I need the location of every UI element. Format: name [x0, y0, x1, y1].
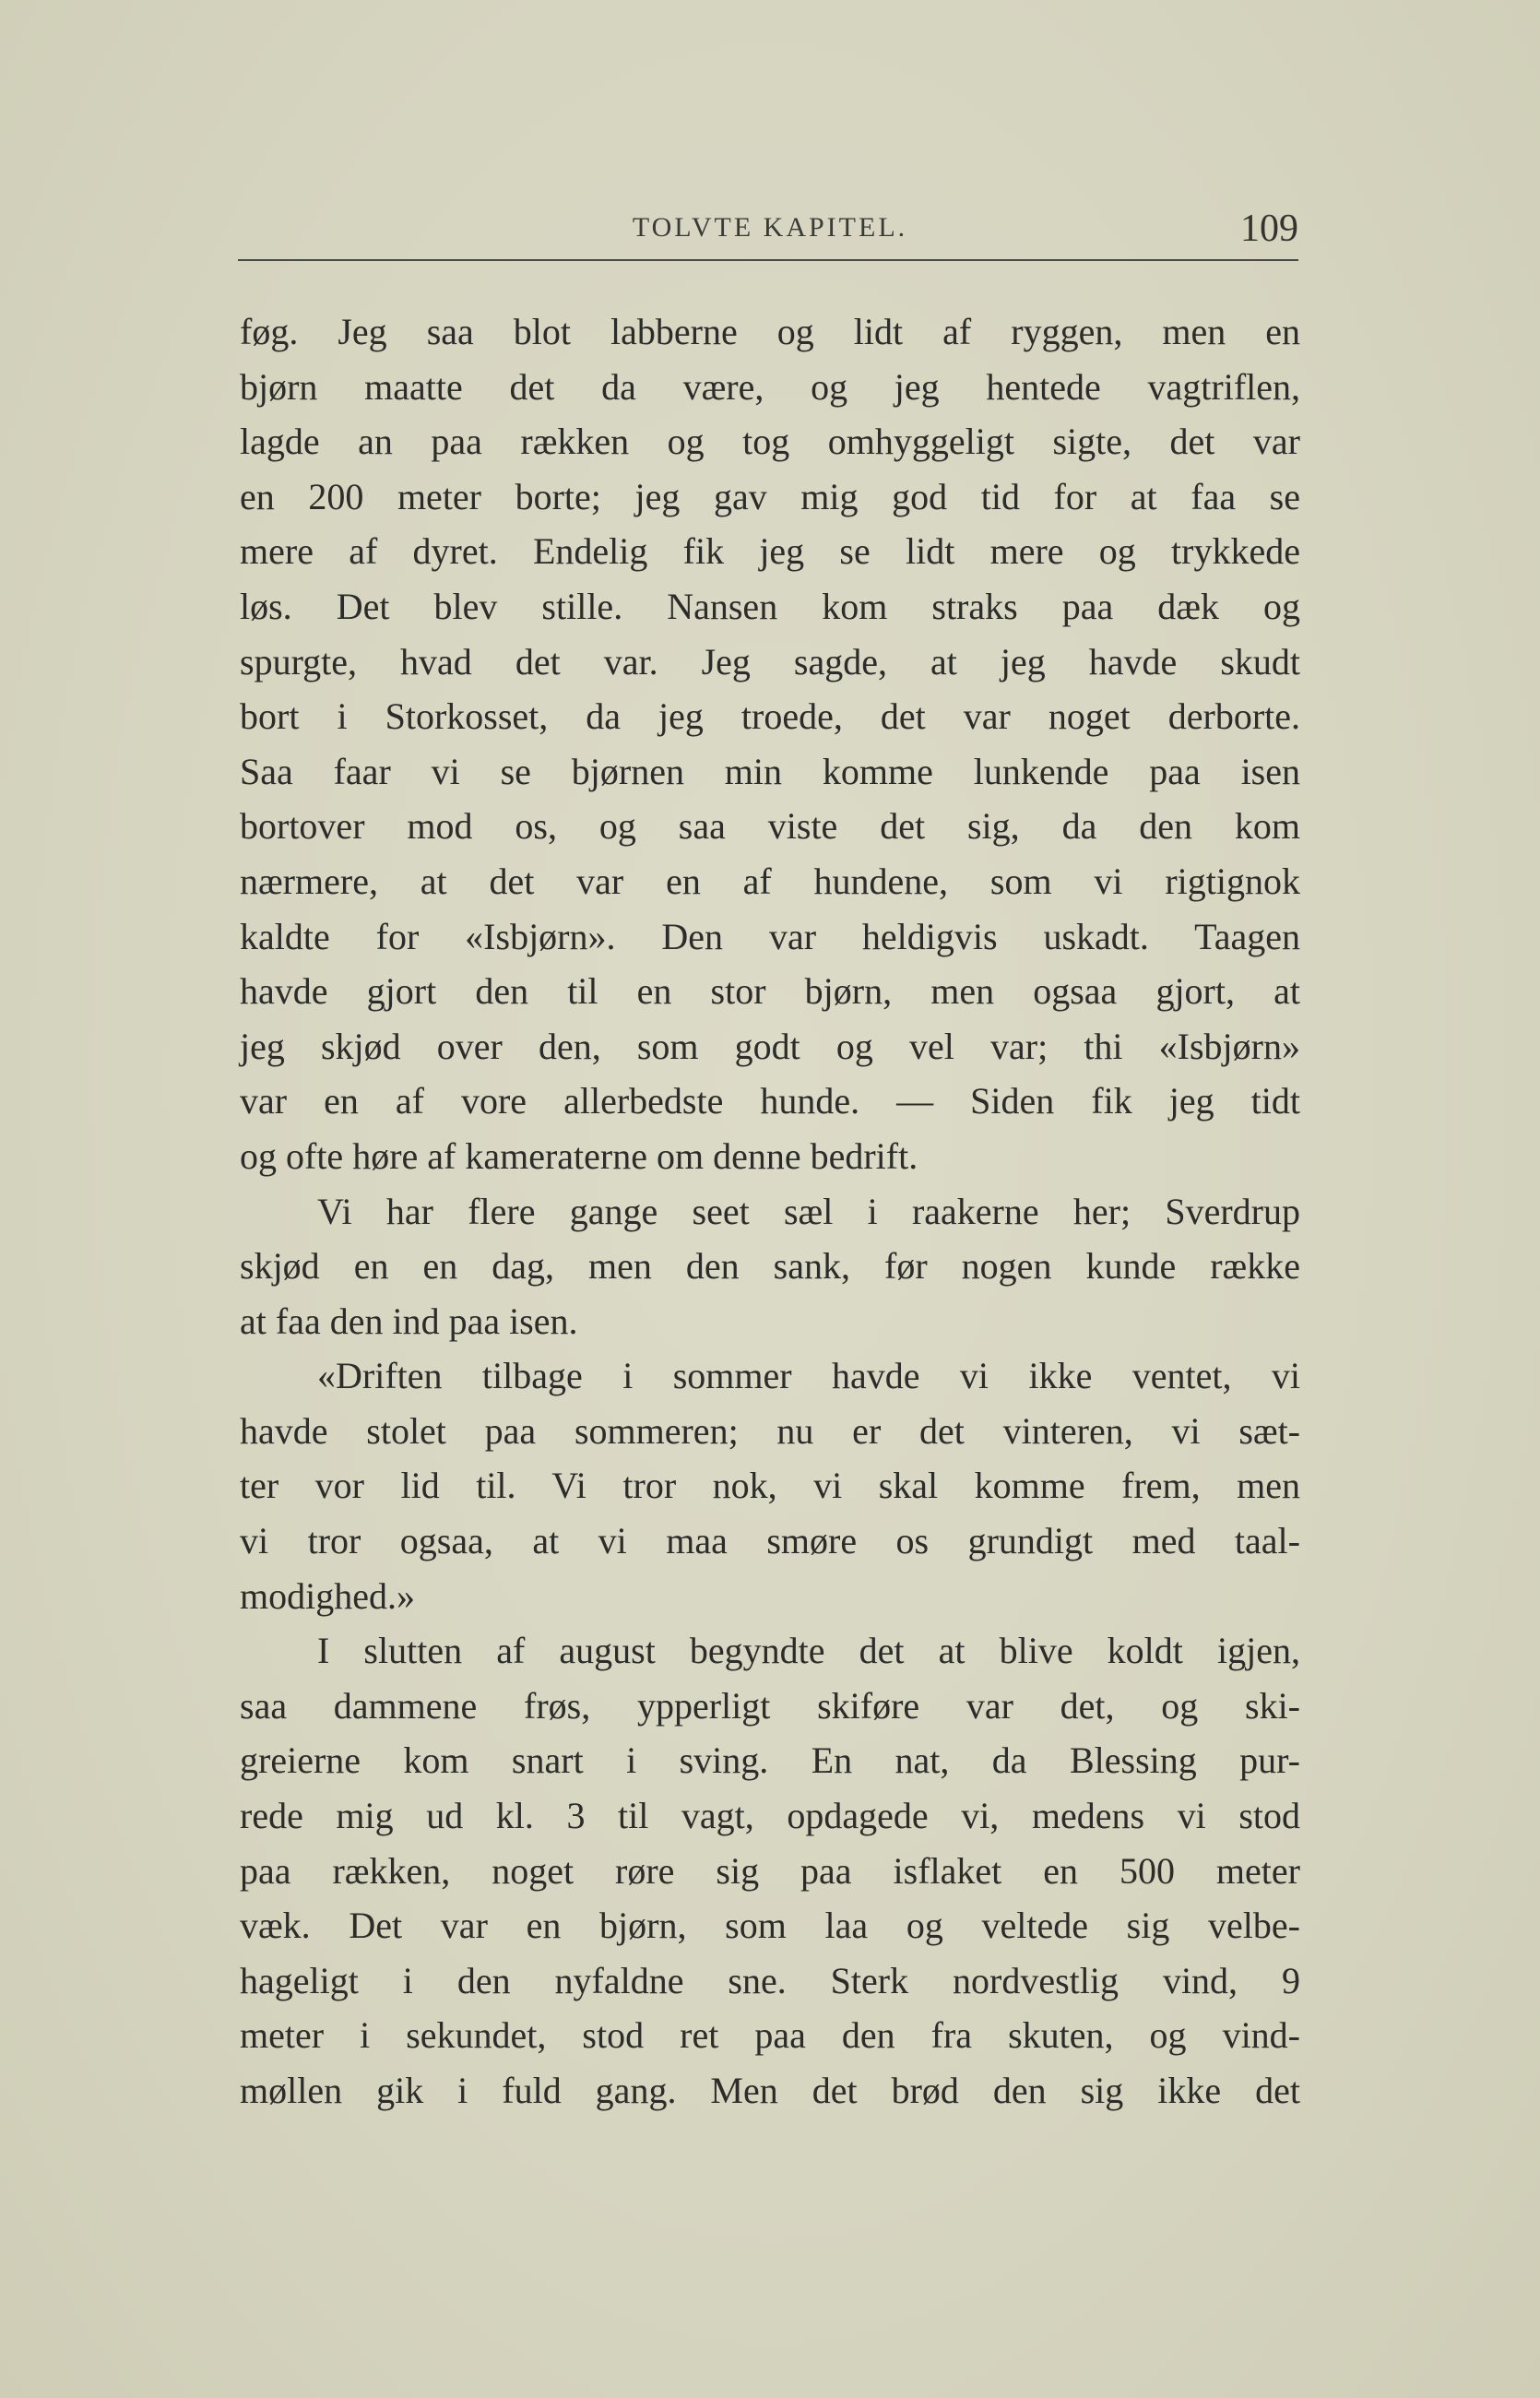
text-line: skjød en en dag, men den sank, før nogen kunde række: [240, 1245, 1300, 1288]
text-line: var en af vore allerbedste hunde. — Siden fik jeg tidt: [240, 1080, 1300, 1122]
text-line: havde stolet paa sommeren; nu er det vinteren, vi sæt-: [240, 1409, 1300, 1452]
text-line: meter i sekundet, stod ret paa den fra skuten, og vind-: [240, 2014, 1300, 2057]
text-line: kaldte for «Isbjørn». Den var heldigvis uskadt. Taagen: [240, 915, 1300, 957]
text-line: bort i Storkosset, da jeg troede, det var noget derborte.: [240, 695, 1300, 738]
text-line: bortover mod os, og saa viste det sig, da den kom: [240, 805, 1300, 848]
text-line: Vi har flere gange seet sæl i raakerne her; Sverdrup: [317, 1190, 1300, 1232]
page-number: 109: [1240, 208, 1298, 250]
page-header: [240, 207, 1300, 253]
text-line: og ofte høre af kameraterne om denne bedrift.: [240, 1134, 918, 1177]
text-line: vi tror ogsaa, at vi maa smøre os grundigt med taal-: [240, 1520, 1300, 1562]
text-line: rede mig ud kl. 3 til vagt, opdagede vi, medens vi stod: [240, 1795, 1300, 1837]
text-line: paa rækken, noget røre sig paa isflaket en 500 meter: [240, 1849, 1300, 1892]
text-line: greierne kom snart i sving. En nat, da Blessing pur-: [240, 1739, 1300, 1782]
header-rule: [238, 259, 1298, 261]
text-line: nærmere, at det var en af hundene, som vi rigtignok: [240, 860, 1300, 902]
text-line: saa dammene frøs, ypperligt skiføre var det, og ski-: [240, 1684, 1300, 1727]
text-line: bjørn maatte det da være, og jeg hentede vagtriflen,: [240, 365, 1300, 408]
text-line: føg. Jeg saa blot labberne og lidt af ryggen, men en: [240, 311, 1300, 352]
text-line: spurgte, hvad det var. Jeg sagde, at jeg havde skudt: [240, 640, 1300, 683]
text-line: havde gjort den til en stor bjørn, men ogsaa gjort, at: [240, 970, 1300, 1013]
text-line: møllen gik i fuld gang. Men det brød den sig ikke det: [240, 2070, 1300, 2111]
text-line: «Driften tilbage i sommer havde vi ikke ventet, vi: [317, 1355, 1300, 1397]
text-line: at faa den ind paa isen.: [240, 1300, 578, 1342]
text-line: løs. Det blev stille. Nansen kom straks paa dæk og: [240, 585, 1300, 627]
text-line: hageligt i den nyfaldne sne. Sterk nordvestlig vind, 9: [240, 1959, 1300, 2001]
body-text: [240, 304, 1300, 2119]
text-line: modighed.»: [240, 1574, 415, 1617]
text-line: en 200 meter borte; jeg gav mig god tid for at faa se: [240, 475, 1300, 517]
text-line: lagde an paa rækken og tog omhyggeligt sigte, det var: [240, 421, 1300, 463]
text-line: væk. Det var en bjørn, som laa og veltede sig velbe-: [240, 1905, 1300, 1947]
running-title: TOLVTE KAPITEL.: [632, 212, 908, 243]
text-line: mere af dyret. Endelig fik jeg se lidt mere og trykkede: [240, 530, 1300, 573]
text-line: Saa faar vi se bjørnen min komme lunkende paa isen: [240, 750, 1300, 792]
text-line: ter vor lid til. Vi tror nok, vi skal komme frem, men: [240, 1465, 1300, 1507]
text-line: jeg skjød over den, som godt og vel var; thi «Isbjørn»: [240, 1025, 1300, 1067]
text-line: I slutten af august begyndte det at blive koldt igjen,: [317, 1630, 1300, 1672]
